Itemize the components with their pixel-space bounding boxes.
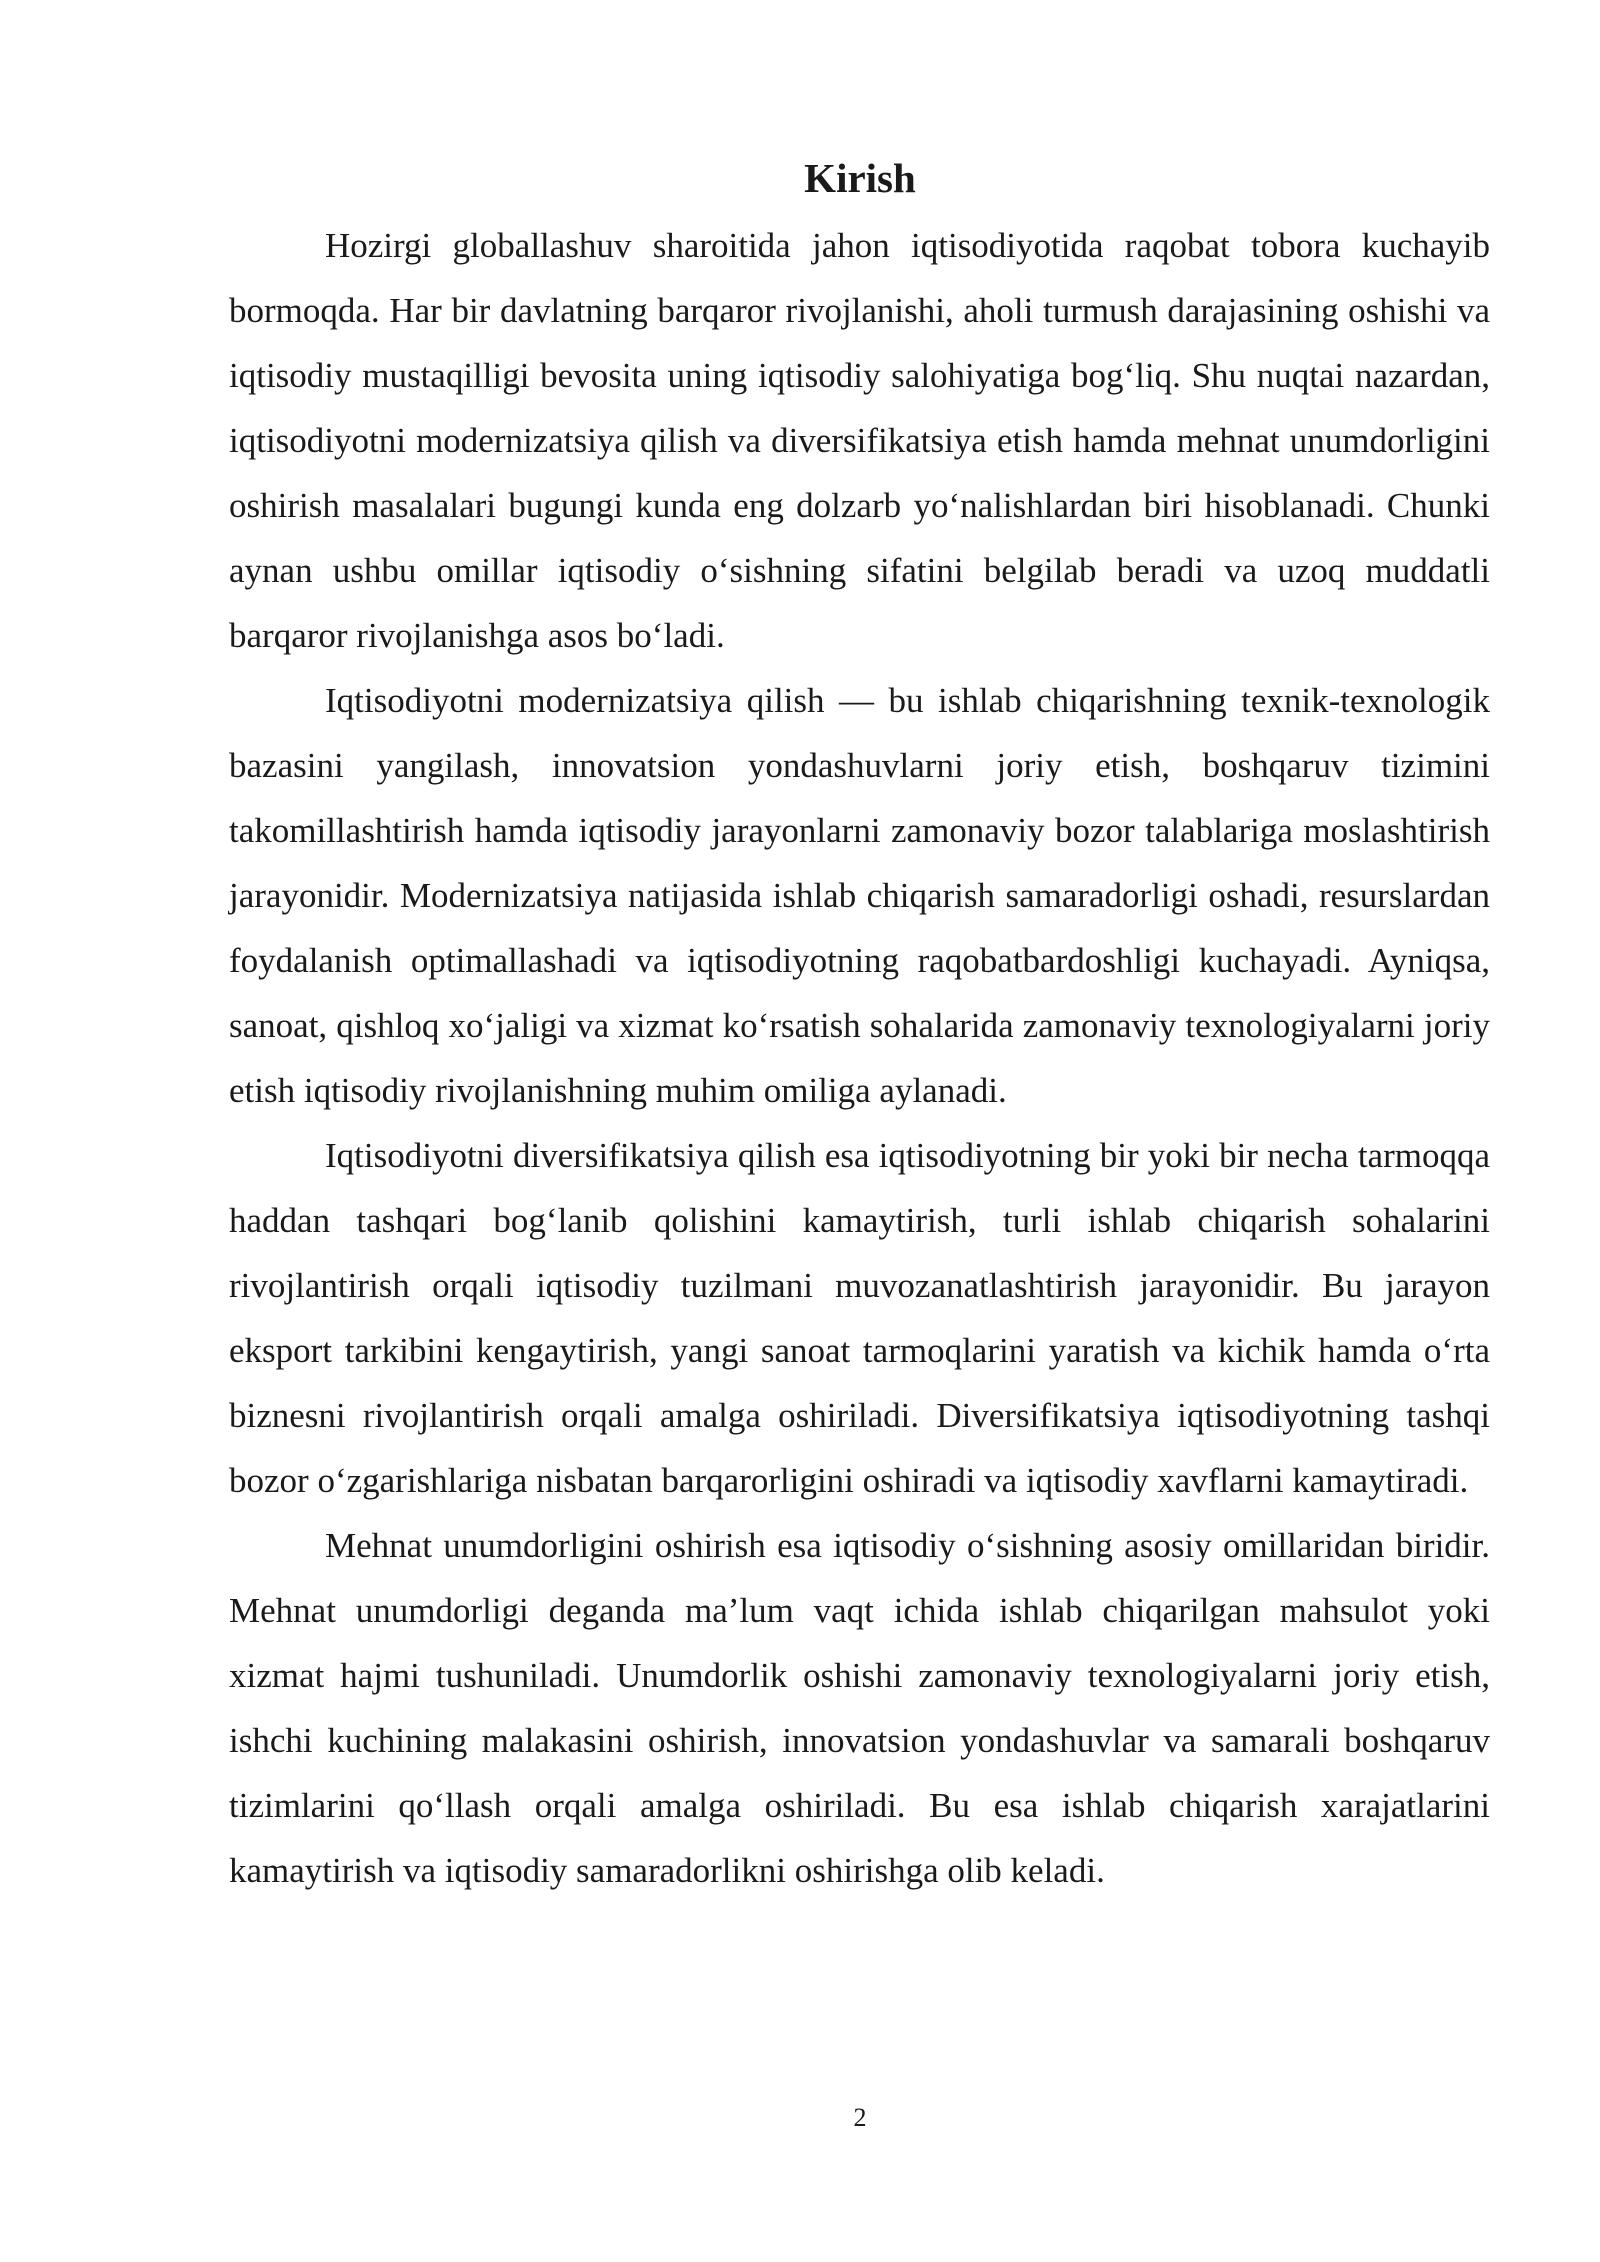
page-title: Kirish [804, 155, 916, 201]
paragraph-2: Iqtisodiyotni modernizatsiya qilish — bu ishlab chiqarishning texnik-texnologik bazasini yangilash, innovatsion yondashuvlarni joriy etish, boshqaruv tizimini takomillashtirish hamda iqtisodiy jarayonlarni zamonaviy bozor talablariga moslashtirish jarayonidir. Modernizatsiya natijasida ishlab chiqarish samaradorligi oshadi, resurslardan foydalanish optimallashadi va iqtisodiyotning raqobatbardoshligi kuchayadi. Ayniqsa, sanoat, qishloq xo‘jaligi va xizmat ko‘rsatish sohalarida zamonaviy texnologiyalarni joriy etish iqtisodiy rivojlanishning muhim omiliga aylanadi. [229, 681, 1490, 1110]
paragraph-4: Mehnat unumdorligini oshirish esa iqtisodiy o‘sishning asosiy omillaridan biridir. Mehnat unumdorligi deganda ma’lum vaqt ichida ishlab chiqarilgan mahsulot yoki xizmat hajmi tushuniladi. Unumdorlik oshishi zamonaviy texnologiyalarni joriy etish, ishchi kuchining malakasini oshirish, innovatsion yondashuvlar va samarali boshqaruv tizimlarini qo‘llash orqali amalga oshiriladi. Bu esa ishlab chiqarish xarajatlarini kamaytirish va iqtisodiy samaradorlikni oshirishga olib keladi. [229, 1526, 1490, 1890]
paragraph-1: Hozirgi globallashuv sharoitida jahon iqtisodiyotida raqobat tobora kuchayib bormoqda. Har bir davlatning barqaror rivojlanishi, aholi turmush darajasining oshishi va iqtisodiy mustaqilligi bevosita uning iqtisodiy salohiyatiga bog‘liq. Shu nuqtai nazardan, iqtisodiyotni modernizatsiya qilish va diversifikatsiya etish hamda mehnat unumdorligini oshirish masalalari bugungi kunda eng dolzarb yo‘nalishlardan biri hisoblanadi. Chunki aynan ushbu omillar iqtisodiy o‘sishning sifatini belgilab beradi va uzoq muddatli barqaror rivojlanishga asos bo‘ladi. [229, 226, 1490, 655]
paragraph-3: Iqtisodiyotni diversifikatsiya qilish esa iqtisodiyotning bir yoki bir necha tarmoqqa haddan tashqari bog‘lanib qolishini kamaytirish, turli ishlab chiqarish sohalarini rivojlantirish orqali iqtisodiy tuzilmani muvozanatlashtirish jarayonidir. Bu jarayon eksport tarkibini kengaytirish, yangi sanoat tarmoqlarini yaratish va kichik hamda o‘rta biznesni rivojlantirish orqali amalga oshiriladi. Diversifikatsiya iqtisodiyotning tashqi bozor o‘zgarishlariga nisbatan barqarorligini oshiradi va iqtisodiy xavflarni kamaytiradi. [229, 1136, 1490, 1500]
page-number: 2 [853, 2103, 867, 2132]
document-body [229, 213, 1490, 1903]
